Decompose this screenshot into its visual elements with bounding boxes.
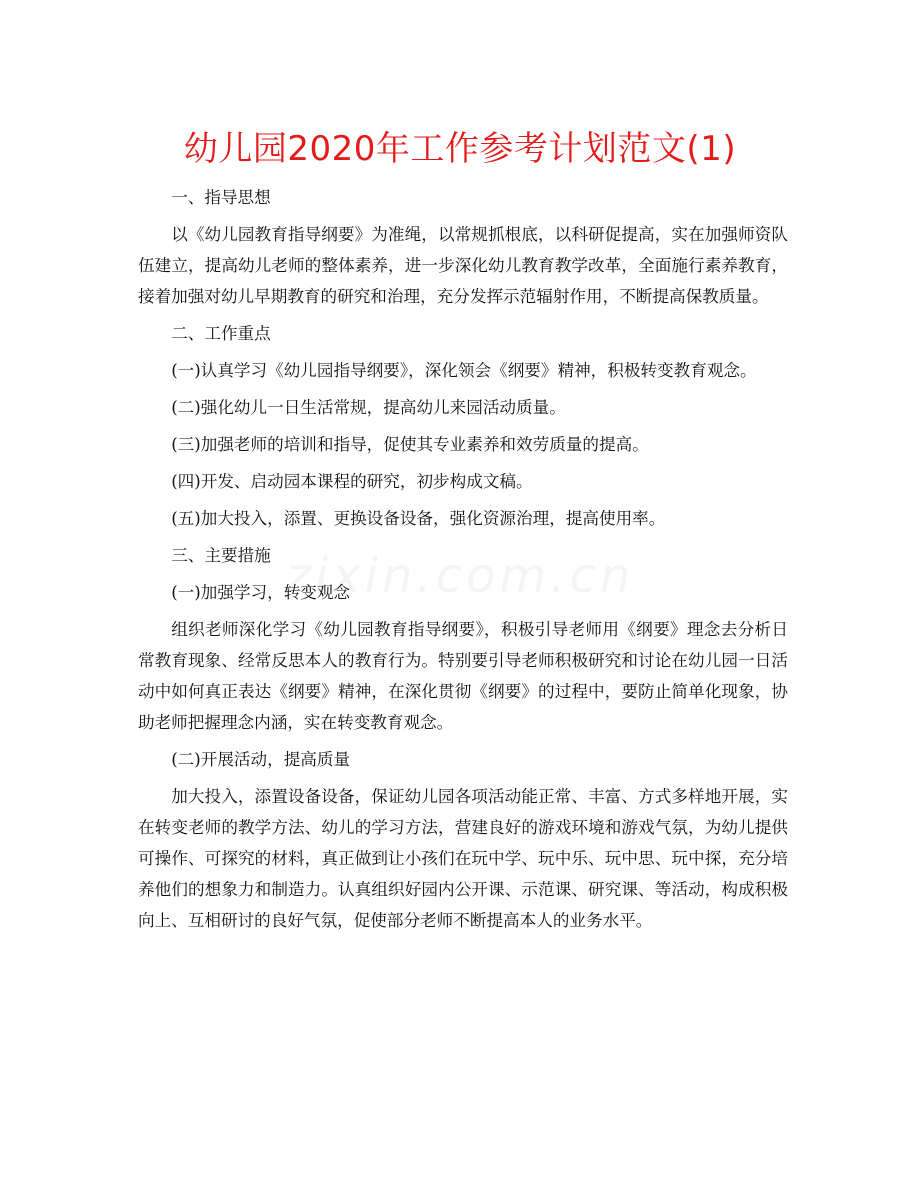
section-heading: 二、工作重点: [171, 324, 271, 343]
document-title: 幼儿园2020年工作参考计划范文(1): [183, 129, 737, 169]
section-heading: 三、主要措施: [171, 546, 271, 565]
paragraph: 加大投入，添置设备设备，保证幼儿园各项活动能正常、丰富、方式多样地开展，实在转变老师的教学方法、幼儿的学习方法，营建良好的游戏环境和游戏气氛，为幼儿提供可操作、可探究的材料，真正做到让小孩们在玩中学、玩中乐、玩中思、玩中探，充分培养他们的想象力和制造力。认真组织好园内公开课、示范课、研究课、等活动，构成积极向上、互相研讨的良好气氛，促使部分老师不断提高本人的业务水平。: [138, 787, 788, 930]
subsection-heading: (二)开展活动，提高质量: [171, 750, 351, 769]
paragraph: 组织老师深化学习《幼儿园教育指导纲要》，积极引导老师用《纲要》理念去分析日常教育现象、经常反思本人的教育行为。特别要引导老师积极研究和讨论在幼儿园一日活动中如何真正表达《纲要》精神，在深化贯彻《纲要》的过程中，要防止简单化现象，协助老师把握理念内涵，实在转变教育观念。: [138, 620, 788, 732]
list-item: (五)加大投入，添置、更换设备设备，强化资源治理，提高使用率。: [171, 509, 666, 528]
document-body: [138, 182, 788, 942]
list-item: (四)开发、启动园本课程的研究，初步构成文稿。: [171, 472, 533, 491]
paragraph: 以《幼儿园教育指导纲要》为准绳，以常规抓根底，以科研促提高，实在加强师资队伍建立，提高幼儿老师的整体素养，进一步深化幼儿教育教学改革，全面施行素养教育，接着加强对幼儿早期教育的研究和治理，充分发挥示范辐射作用，不断提高保教质量。: [138, 225, 788, 306]
list-item: (三)加强老师的培训和指导，促使其专业素养和效劳质量的提高。: [171, 435, 649, 454]
list-item: (二)强化幼儿一日生活常规，提高幼儿来园活动质量。: [171, 398, 566, 417]
subsection-heading: (一)加强学习，转变观念: [171, 583, 351, 602]
section-heading: 一、指导思想: [171, 188, 271, 207]
list-item: (一)认真学习《幼儿园指导纲要》，深化领会《纲要》精神，积极转变教育观念。: [171, 361, 757, 380]
